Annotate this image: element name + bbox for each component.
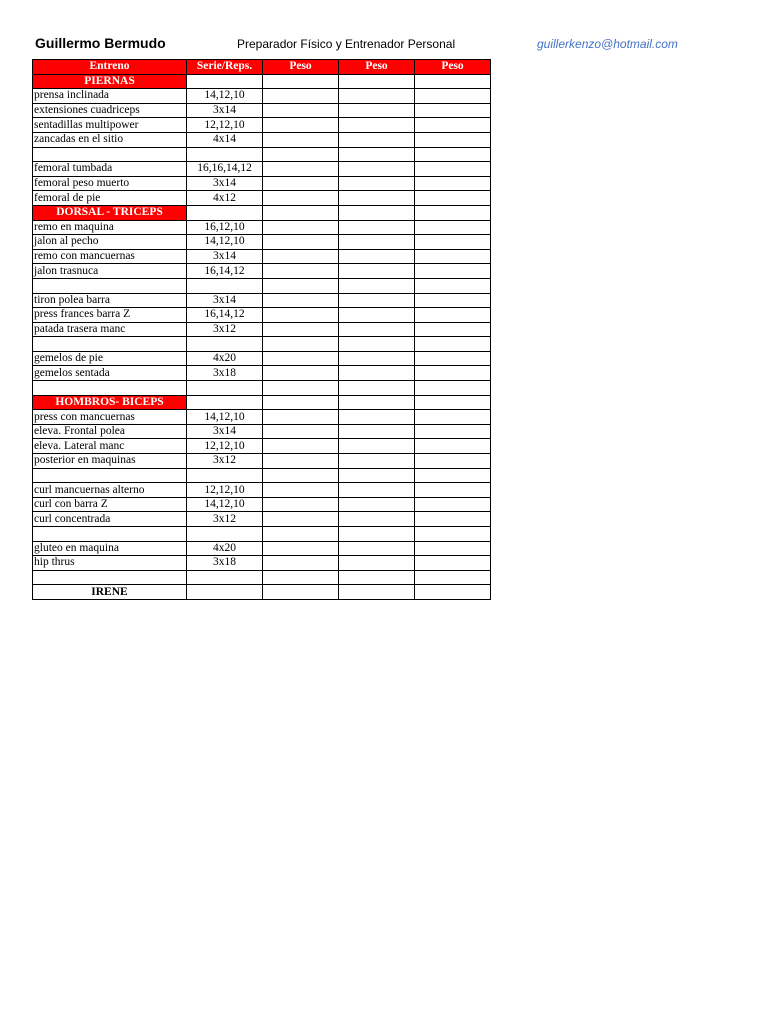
peso-cell[interactable] (415, 410, 491, 425)
peso-cell[interactable] (415, 162, 491, 177)
exercise-row (33, 89, 491, 104)
peso-cell[interactable] (339, 585, 415, 600)
exercise-name-cell[interactable]: extensiones cuadriceps (33, 103, 187, 118)
col-header-series-reps: Serie/Reps. (187, 60, 263, 75)
peso-cell[interactable] (339, 454, 415, 469)
empty-cell[interactable] (187, 381, 263, 396)
peso-cell[interactable] (339, 205, 415, 220)
col-header-peso-1: Peso (263, 60, 339, 75)
exercise-name-cell[interactable]: curl con barra Z (33, 497, 187, 512)
reps-cell[interactable] (187, 74, 263, 89)
empty-cell[interactable] (33, 337, 187, 352)
empty-cell[interactable] (187, 278, 263, 293)
reps-cell[interactable]: 3x18 (187, 366, 263, 381)
peso-cell[interactable] (263, 468, 339, 483)
reps-cell[interactable]: 16,16,14,12 (187, 162, 263, 177)
exercise-row (33, 264, 491, 279)
exercise-row (33, 322, 491, 337)
peso-cell[interactable] (339, 410, 415, 425)
peso-cell[interactable] (415, 249, 491, 264)
peso-cell[interactable] (339, 74, 415, 89)
peso-cell[interactable] (263, 497, 339, 512)
exercise-name-cell[interactable]: posterior en maquinas (33, 454, 187, 469)
peso-cell[interactable] (339, 278, 415, 293)
reps-cell[interactable]: 12,12,10 (187, 439, 263, 454)
empty-cell[interactable] (33, 468, 187, 483)
empty-cell[interactable] (33, 381, 187, 396)
peso-cell[interactable] (415, 205, 491, 220)
reps-cell[interactable]: 14,12,10 (187, 235, 263, 250)
peso-cell[interactable] (263, 322, 339, 337)
peso-cell[interactable] (263, 454, 339, 469)
peso-cell[interactable] (339, 293, 415, 308)
exercise-row (33, 162, 491, 177)
footer-row (33, 585, 491, 600)
exercise-name-cell[interactable]: press con mancuernas (33, 410, 187, 425)
exercise-name-cell[interactable]: jalon trasnuca (33, 264, 187, 279)
peso-cell[interactable] (415, 483, 491, 498)
trainer-name: Guillermo Bermudo (35, 35, 166, 51)
reps-cell[interactable]: 3x14 (187, 176, 263, 191)
peso-cell[interactable] (263, 147, 339, 162)
peso-cell[interactable] (339, 556, 415, 571)
peso-cell[interactable] (339, 527, 415, 542)
peso-cell[interactable] (339, 337, 415, 352)
peso-cell[interactable] (263, 439, 339, 454)
reps-cell[interactable]: 12,12,10 (187, 483, 263, 498)
peso-cell[interactable] (415, 439, 491, 454)
exercise-name-cell[interactable]: tiron polea barra (33, 293, 187, 308)
exercise-name-cell[interactable]: gemelos de pie (33, 351, 187, 366)
exercise-row (33, 249, 491, 264)
exercise-row (33, 176, 491, 191)
peso-cell[interactable] (263, 89, 339, 104)
reps-cell[interactable]: 4x20 (187, 541, 263, 556)
peso-cell[interactable] (263, 366, 339, 381)
blank-row (33, 278, 491, 293)
blank-row (33, 381, 491, 396)
exercise-row (33, 191, 491, 206)
peso-cell[interactable] (263, 570, 339, 585)
peso-cell[interactable] (415, 585, 491, 600)
reps-cell[interactable]: 3x14 (187, 249, 263, 264)
exercise-row (33, 556, 491, 571)
peso-cell[interactable] (415, 570, 491, 585)
peso-cell[interactable] (339, 439, 415, 454)
peso-cell[interactable] (415, 556, 491, 571)
peso-cell[interactable] (263, 351, 339, 366)
peso-cell[interactable] (415, 308, 491, 323)
peso-cell[interactable] (263, 220, 339, 235)
exercise-row (33, 483, 491, 498)
reps-cell[interactable]: 16,14,12 (187, 264, 263, 279)
blank-row (33, 337, 491, 352)
exercise-name-cell[interactable]: curl concentrada (33, 512, 187, 527)
exercise-name-cell[interactable]: hip thrus (33, 556, 187, 571)
exercise-name-cell[interactable]: patada trasera manc (33, 322, 187, 337)
peso-cell[interactable] (263, 235, 339, 250)
peso-cell[interactable] (415, 497, 491, 512)
empty-cell[interactable] (33, 527, 187, 542)
trainer-email[interactable]: guillerkenzo@hotmail.com (537, 37, 678, 51)
peso-cell[interactable] (263, 293, 339, 308)
peso-cell[interactable] (263, 424, 339, 439)
peso-cell[interactable] (415, 293, 491, 308)
client-name-cell[interactable]: IRENE (33, 585, 187, 600)
exercise-name-cell[interactable]: remo con mancuernas (33, 249, 187, 264)
peso-cell[interactable] (339, 103, 415, 118)
section-row (33, 74, 491, 89)
peso-cell[interactable] (415, 351, 491, 366)
exercise-name-cell[interactable]: femoral tumbada (33, 162, 187, 177)
peso-cell[interactable] (339, 395, 415, 410)
peso-cell[interactable] (339, 118, 415, 133)
peso-cell[interactable] (339, 468, 415, 483)
section-title[interactable]: HOMBROS- BICEPS (33, 395, 187, 410)
peso-cell[interactable] (263, 512, 339, 527)
section-row (33, 395, 491, 410)
reps-cell[interactable] (187, 205, 263, 220)
reps-cell[interactable] (187, 585, 263, 600)
peso-cell[interactable] (339, 162, 415, 177)
exercise-name-cell[interactable]: curl mancuernas alterno (33, 483, 187, 498)
empty-cell[interactable] (33, 278, 187, 293)
peso-cell[interactable] (263, 249, 339, 264)
exercise-name-cell[interactable]: prensa inclinada (33, 89, 187, 104)
exercise-row (33, 410, 491, 425)
reps-cell[interactable]: 14,12,10 (187, 410, 263, 425)
peso-cell[interactable] (415, 118, 491, 133)
exercise-row (33, 497, 491, 512)
peso-cell[interactable] (415, 235, 491, 250)
reps-cell[interactable]: 12,12,10 (187, 118, 263, 133)
exercise-row (33, 351, 491, 366)
peso-cell[interactable] (263, 103, 339, 118)
exercise-row (33, 220, 491, 235)
peso-cell[interactable] (415, 89, 491, 104)
exercise-row (33, 235, 491, 250)
empty-cell[interactable] (187, 527, 263, 542)
peso-cell[interactable] (415, 527, 491, 542)
blank-row (33, 468, 491, 483)
reps-cell[interactable]: 4x20 (187, 351, 263, 366)
trainer-title: Preparador Físico y Entrenador Personal (237, 37, 456, 51)
exercise-row (33, 308, 491, 323)
reps-cell[interactable]: 3x14 (187, 103, 263, 118)
reps-cell[interactable]: 14,12,10 (187, 497, 263, 512)
peso-cell[interactable] (263, 176, 339, 191)
peso-cell[interactable] (415, 220, 491, 235)
peso-cell[interactable] (263, 118, 339, 133)
peso-cell[interactable] (415, 454, 491, 469)
exercise-name-cell[interactable]: femoral de pie (33, 191, 187, 206)
peso-cell[interactable] (415, 191, 491, 206)
exercise-name-cell[interactable]: gemelos sentada (33, 366, 187, 381)
exercise-name-cell[interactable]: femoral peso muerto (33, 176, 187, 191)
peso-cell[interactable] (415, 278, 491, 293)
peso-cell[interactable] (339, 483, 415, 498)
peso-cell[interactable] (339, 381, 415, 396)
peso-cell[interactable] (415, 424, 491, 439)
col-header-peso-2: Peso (339, 60, 415, 75)
peso-cell[interactable] (339, 541, 415, 556)
peso-cell[interactable] (339, 264, 415, 279)
blank-row (33, 570, 491, 585)
exercise-row (33, 293, 491, 308)
reps-cell[interactable]: 3x12 (187, 322, 263, 337)
peso-cell[interactable] (263, 191, 339, 206)
peso-cell[interactable] (339, 147, 415, 162)
empty-cell[interactable] (187, 468, 263, 483)
exercise-row (33, 439, 491, 454)
peso-cell[interactable] (339, 220, 415, 235)
peso-cell[interactable] (415, 264, 491, 279)
blank-row (33, 147, 491, 162)
exercise-name-cell[interactable]: eleva. Frontal polea (33, 424, 187, 439)
peso-cell[interactable] (415, 395, 491, 410)
peso-cell[interactable] (415, 147, 491, 162)
peso-cell[interactable] (263, 381, 339, 396)
col-header-peso-3: Peso (415, 60, 491, 75)
peso-cell[interactable] (339, 512, 415, 527)
peso-cell[interactable] (339, 249, 415, 264)
peso-cell[interactable] (339, 235, 415, 250)
peso-cell[interactable] (263, 395, 339, 410)
exercise-row (33, 424, 491, 439)
exercise-row (33, 118, 491, 133)
exercise-name-cell[interactable]: press frances barra Z (33, 308, 187, 323)
peso-cell[interactable] (339, 191, 415, 206)
exercise-name-cell[interactable]: zancadas en el sitio (33, 132, 187, 147)
reps-cell[interactable]: 16,14,12 (187, 308, 263, 323)
exercise-row (33, 132, 491, 147)
peso-cell[interactable] (339, 322, 415, 337)
exercise-row (33, 103, 491, 118)
peso-cell[interactable] (339, 497, 415, 512)
workout-table (32, 59, 491, 600)
section-title[interactable]: DORSAL - TRICEPS (33, 205, 187, 220)
peso-cell[interactable] (415, 337, 491, 352)
reps-cell[interactable] (187, 395, 263, 410)
exercise-row (33, 541, 491, 556)
reps-cell[interactable]: 3x12 (187, 454, 263, 469)
peso-cell[interactable] (339, 570, 415, 585)
empty-cell[interactable] (33, 570, 187, 585)
exercise-row (33, 366, 491, 381)
peso-cell[interactable] (415, 468, 491, 483)
peso-cell[interactable] (339, 366, 415, 381)
peso-cell[interactable] (263, 527, 339, 542)
table-header-row (33, 60, 491, 75)
peso-cell[interactable] (263, 410, 339, 425)
exercise-row (33, 512, 491, 527)
peso-cell[interactable] (263, 483, 339, 498)
blank-row (33, 527, 491, 542)
peso-cell[interactable] (415, 366, 491, 381)
peso-cell[interactable] (415, 322, 491, 337)
exercise-name-cell[interactable]: sentadillas multipower (33, 118, 187, 133)
peso-cell[interactable] (263, 337, 339, 352)
reps-cell[interactable]: 3x18 (187, 556, 263, 571)
reps-cell[interactable]: 3x14 (187, 293, 263, 308)
peso-cell[interactable] (263, 585, 339, 600)
reps-cell[interactable]: 4x12 (187, 191, 263, 206)
peso-cell[interactable] (263, 308, 339, 323)
empty-cell[interactable] (187, 570, 263, 585)
peso-cell[interactable] (415, 176, 491, 191)
exercise-name-cell[interactable]: jalon al pecho (33, 235, 187, 250)
exercise-name-cell[interactable]: remo en maquina (33, 220, 187, 235)
peso-cell[interactable] (415, 381, 491, 396)
reps-cell[interactable]: 16,12,10 (187, 220, 263, 235)
peso-cell[interactable] (339, 308, 415, 323)
col-header-entreno: Entreno (33, 60, 187, 75)
peso-cell[interactable] (415, 103, 491, 118)
peso-cell[interactable] (339, 176, 415, 191)
peso-cell[interactable] (263, 132, 339, 147)
peso-cell[interactable] (263, 278, 339, 293)
peso-cell[interactable] (263, 205, 339, 220)
peso-cell[interactable] (415, 541, 491, 556)
peso-cell[interactable] (263, 162, 339, 177)
exercise-name-cell[interactable]: eleva. Lateral manc (33, 439, 187, 454)
reps-cell[interactable]: 3x12 (187, 512, 263, 527)
empty-cell[interactable] (187, 147, 263, 162)
peso-cell[interactable] (415, 132, 491, 147)
reps-cell[interactable]: 14,12,10 (187, 89, 263, 104)
section-row (33, 205, 491, 220)
reps-cell[interactable]: 3x14 (187, 424, 263, 439)
peso-cell[interactable] (339, 351, 415, 366)
peso-cell[interactable] (263, 556, 339, 571)
peso-cell[interactable] (339, 89, 415, 104)
exercise-name-cell[interactable]: gluteo en maquina (33, 541, 187, 556)
empty-cell[interactable] (33, 147, 187, 162)
peso-cell[interactable] (415, 74, 491, 89)
exercise-row (33, 454, 491, 469)
peso-cell[interactable] (415, 512, 491, 527)
peso-cell[interactable] (263, 264, 339, 279)
peso-cell[interactable] (339, 132, 415, 147)
empty-cell[interactable] (187, 337, 263, 352)
reps-cell[interactable]: 4x14 (187, 132, 263, 147)
peso-cell[interactable] (339, 424, 415, 439)
peso-cell[interactable] (263, 74, 339, 89)
section-title[interactable]: PIERNAS (33, 74, 187, 89)
peso-cell[interactable] (263, 541, 339, 556)
